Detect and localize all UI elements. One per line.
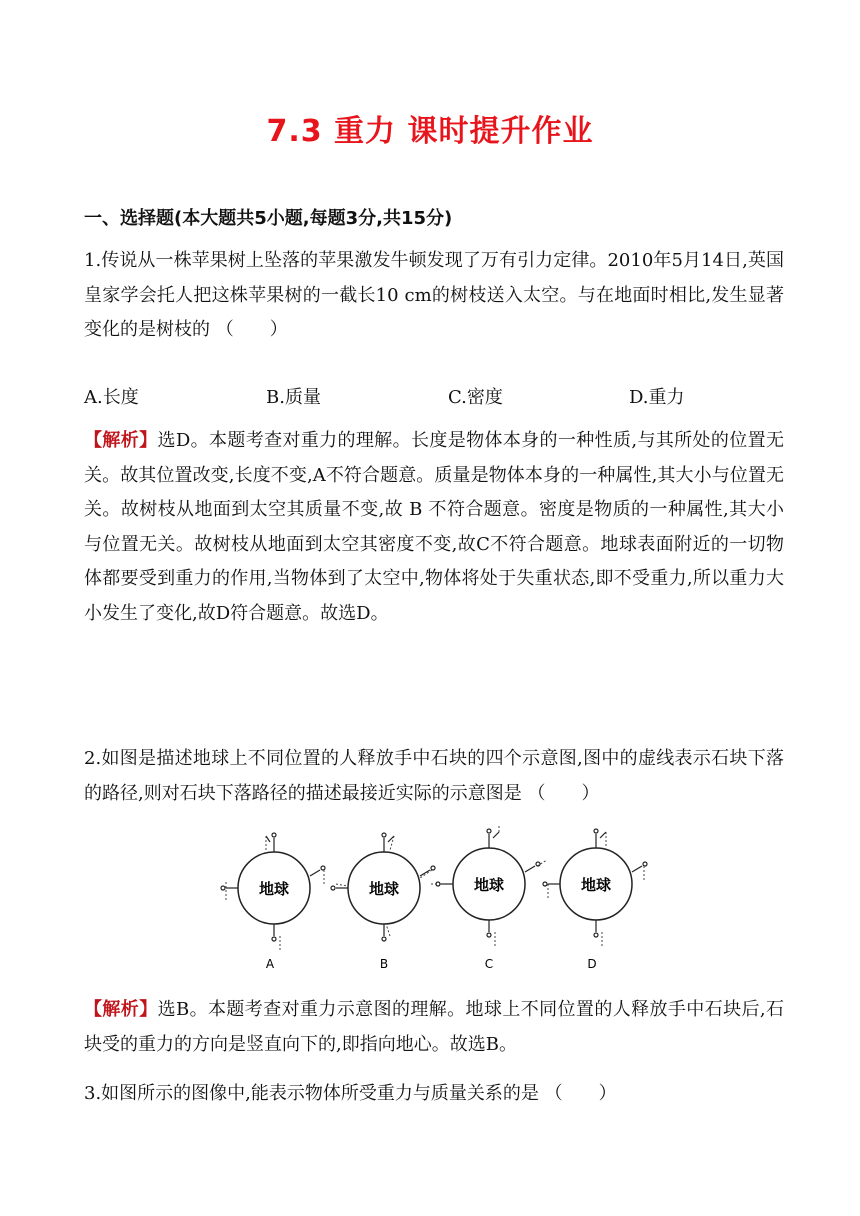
panel-d [543, 829, 647, 971]
option-c: C.密度 [448, 387, 503, 408]
page-title: 7.3 重力 课时提升作业 [266, 114, 594, 149]
panel-c [429, 826, 547, 971]
panel-b [331, 833, 435, 971]
earth-figure [210, 826, 650, 976]
analysis-tag: 【解析】 [84, 430, 158, 451]
option-b: B.质量 [266, 387, 321, 408]
analysis-text: 选B。本题考查对重力示意图的理解。地球上不同位置的人释放手中石块后,石块受的重力的方向是竖直向下的,即指向地心。故选B。 [84, 999, 785, 1055]
earth-label: 地球 [368, 880, 400, 898]
analysis-tag: 【解析】 [84, 999, 158, 1020]
section-heading: 一、选择题(本大题共5小题,每题3分,共15分) [84, 208, 453, 229]
question-1-stem: 1.传说从一株苹果树上坠落的苹果激发牛顿发现了万有引力定律。2010年5月14日,英国皇家学会托人把这株苹果树的一截长10 cm的树枝送入太空。与在地面时相比,发生显著变化的是树枝的 （ ） [84, 250, 784, 340]
earth-label: 地球 [258, 880, 290, 898]
panel-label-d: D [587, 957, 597, 971]
panel-label-b: B [379, 957, 389, 971]
earth-label: 地球 [473, 876, 505, 894]
question-3-stem: 3.如图所示的图像中,能表示物体所受重力与质量关系的是 （ ） [84, 1083, 617, 1104]
question-1-analysis [84, 424, 784, 631]
question-2-stem: 2.如图是描述地球上不同位置的人释放手中石块的四个示意图,图中的虚线表示石块下落的路径,则对石块下落路径的描述最接近实际的示意图是 （ ） [84, 748, 784, 804]
option-d: D.重力 [629, 387, 685, 408]
panel-label-c: C [484, 957, 494, 971]
panel-a [221, 833, 325, 971]
option-a: A.长度 [84, 387, 139, 408]
panel-label-a: A [265, 957, 275, 971]
question-1-options [84, 383, 784, 413]
earth-label: 地球 [580, 876, 612, 894]
question-2-analysis [84, 993, 784, 1062]
analysis-text: 选D。本题考查对重力的理解。长度是物体本身的一种性质,与其所处的位置无关。故其位置改变,长度不变,A不符合题意。质量是物体本身的一种属性,其大小与位置无关。故树枝从地面到太空其质量不变,故 B 不符合题意。密度是物质的一种属性,其大小与位置无关。故树枝从地面到太空其密度不变,故C不符合题意。地球表面附近的一切物体都要受到重力的作用,当物体到了太空中,物体将处于失重状态,即不受重力,所以重力大小发生了变化,故D符合题意。故选D。 [84, 430, 785, 624]
